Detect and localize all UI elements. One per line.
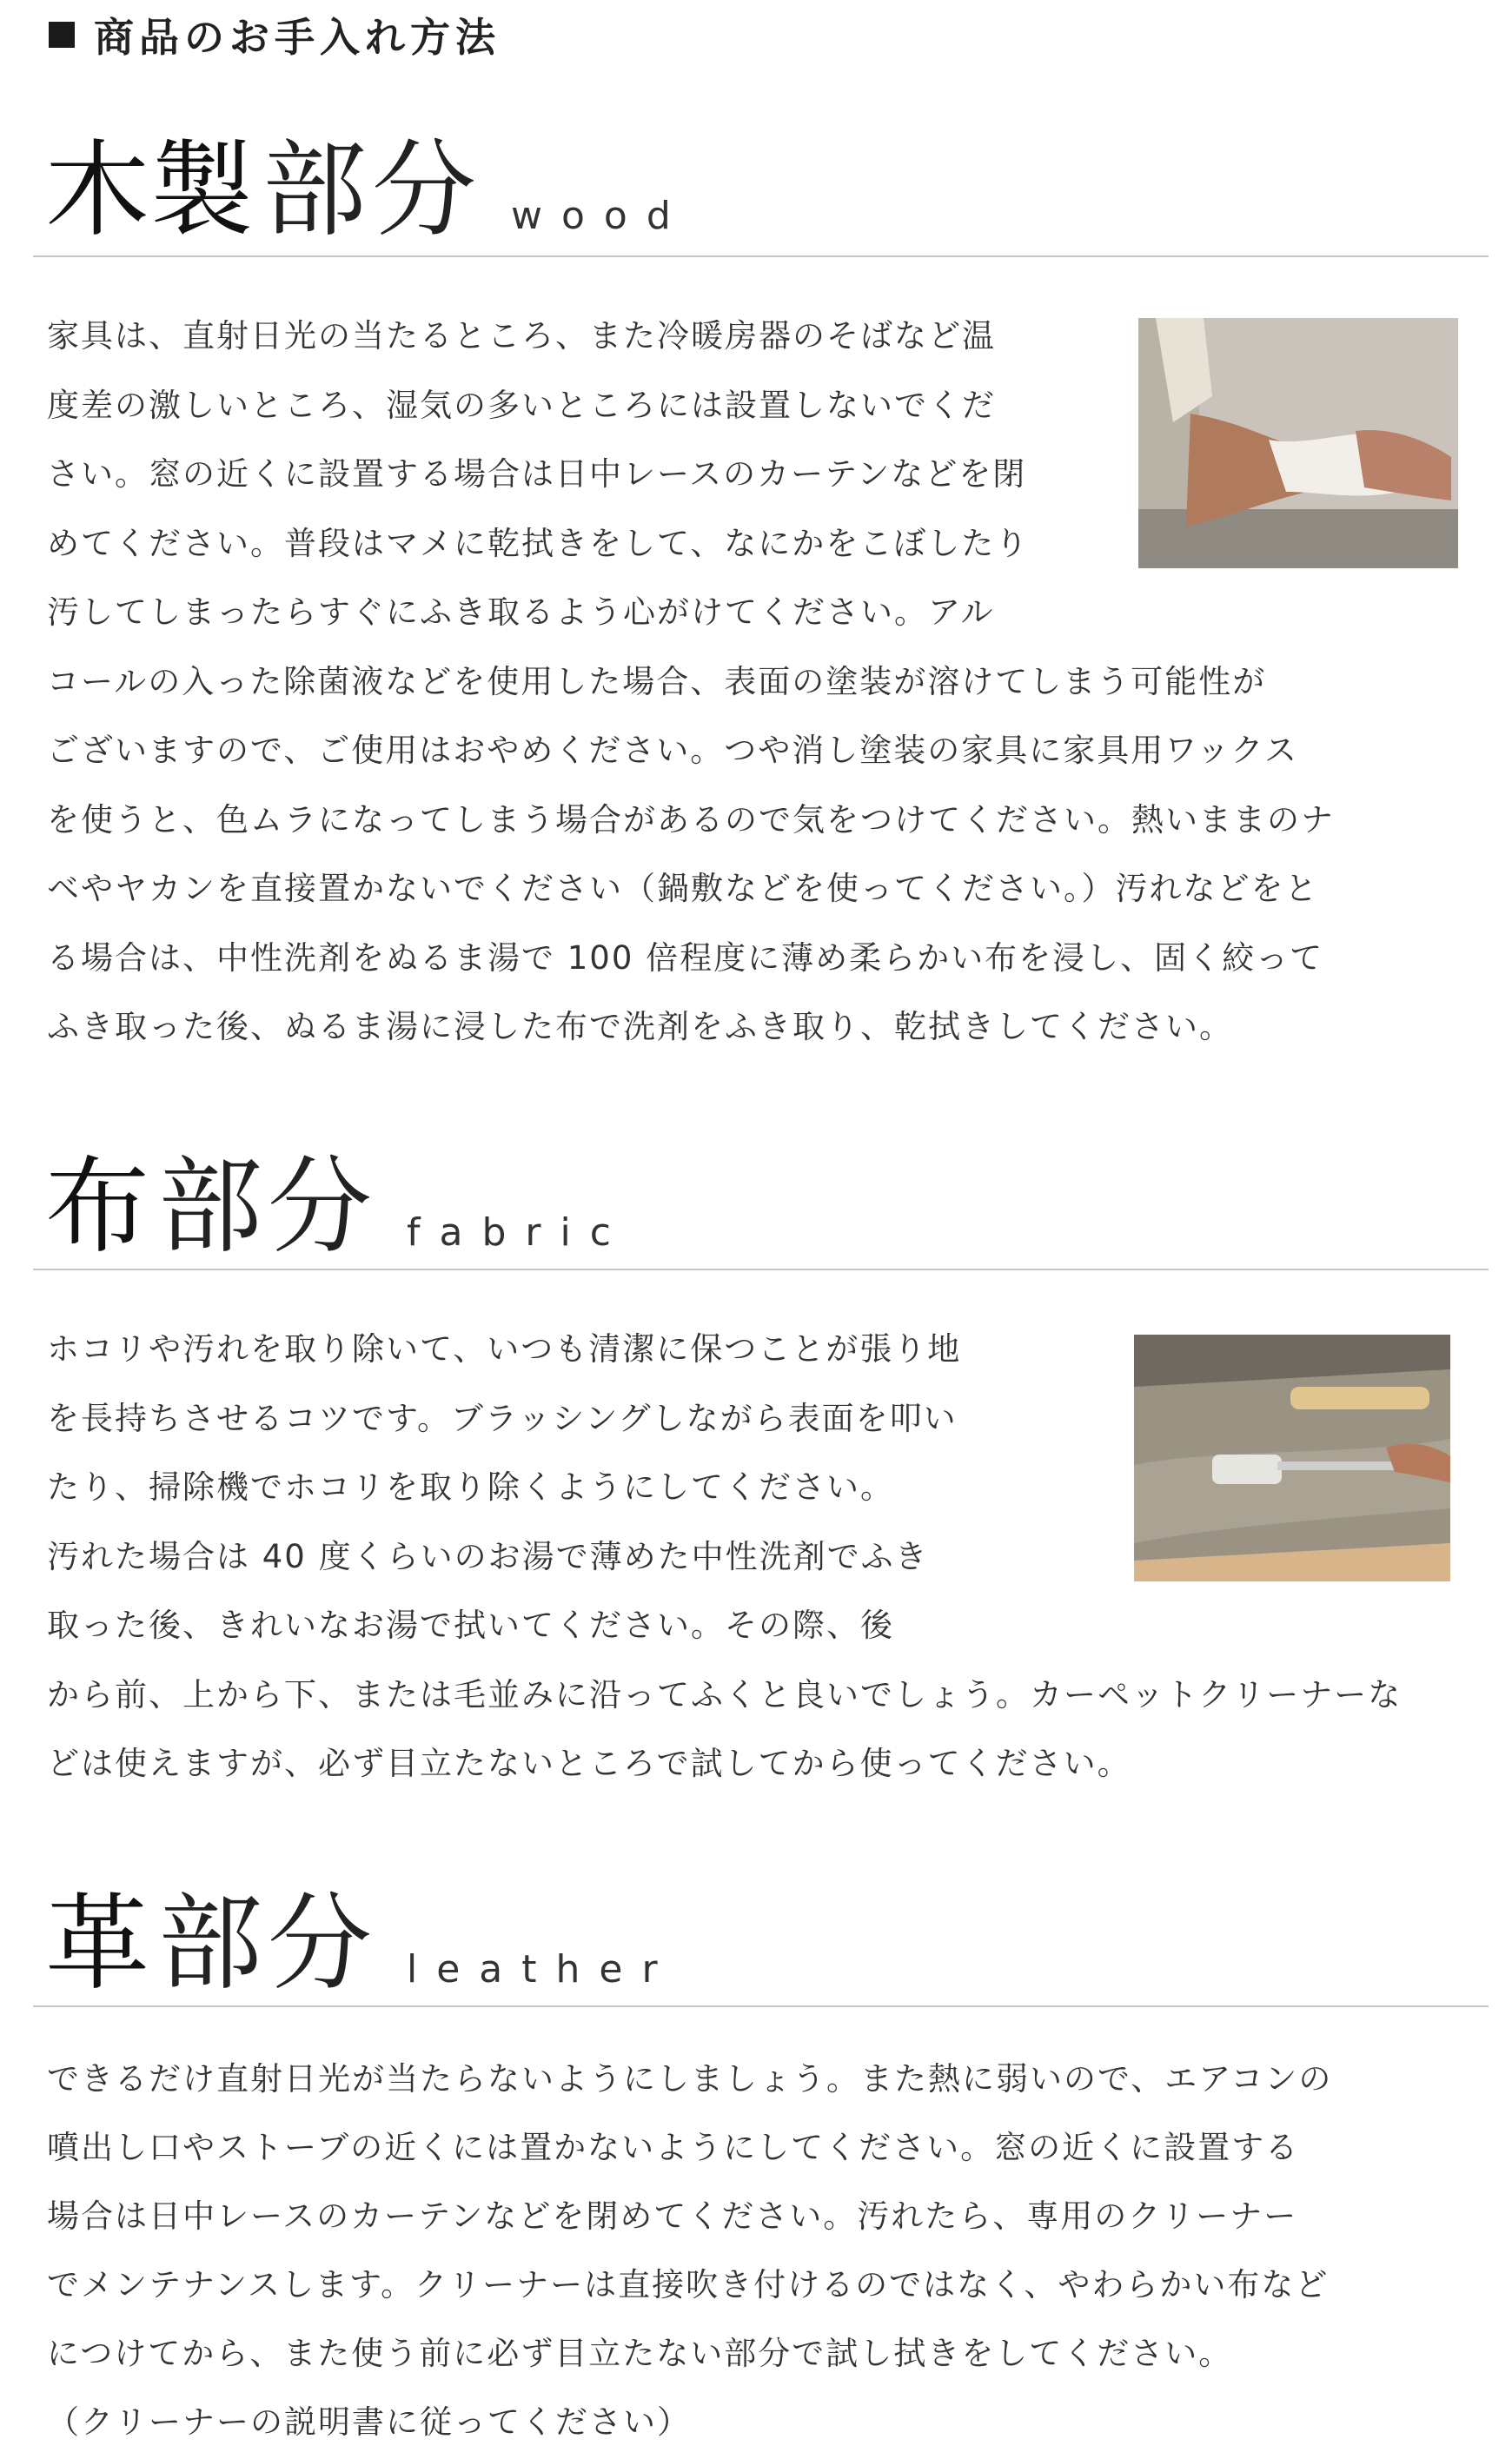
leather-title-main: 革: [45, 1884, 149, 2005]
wood-title-sub: 部分: [262, 130, 481, 251]
wood-title-main: 木製: [45, 130, 254, 251]
fabric-title-main: 布: [45, 1147, 149, 1268]
wood-divider: [33, 255, 1489, 257]
leather-care-text: できるだけ直射日光が当たらないようにしましょう。また熱に弱いので、エアコンの 噴出し口やストーブの近くには置かないようにしてください。窓の近くに設置する 場合は日中レースのカーテンなどを閉めてください。汚れたら、専用のクリーナー でメンテナンスします。クリーナーは直接吹き付けるのではなく、やわらかい布など につけてから、また使う前に必ず目立たない部分で試し拭きをしてください。 （クリーナーの説明書に従ってください）: [47, 2060, 1333, 2441]
fabric-section-heading: [45, 1147, 630, 1268]
fabric-title-english: fabric: [407, 1210, 630, 1255]
leather-title-sub: 部分: [158, 1884, 377, 2005]
leather-section-heading: [45, 1884, 677, 2005]
fabric-title-sub: 部分: [158, 1147, 377, 1268]
leather-divider: [33, 2005, 1489, 2007]
leather-title-english: leather: [407, 1947, 677, 1992]
page-header: [49, 9, 501, 61]
wood-care-text: 家具は、直射日光の当たるところ、また冷暖房器のそばなど温 度差の激しいところ、湿気の多いところには設置しないでくだ さい。窓の近くに設置する場合は日中レースのカーテンなどを閉 めてください。普段はマメに乾拭きをして、なにかをこぼしたり 汚してしまったらすぐにふき取るよう心がけてください。アル コールの入った除菌液などを使用した場合、表面の塗装が溶けてしまう可能性が ございますので、ご使用はおやめください。つや消し塗装の家具に家具用ワックス を使うと、色ムラになってしまう場合があるので気をつけてください。熱いままのナ ベやヤカンを直接置かないでください（鍋敷などを使ってください。）汚れなどをと る場合は、中性洗剤をぬるま湯で 100 倍程度に薄め柔らかい布を浸し、固く絞って ふき取った後、ぬるま湯に浸した布で洗剤をふき取り、乾拭きしてください。: [47, 317, 1335, 1045]
square-bullet-icon: [49, 22, 75, 48]
fabric-care-text: ホコリや汚れを取り除いて、いつも清潔に保つことが張り地 を長持ちさせるコツです。ブラッシングしながら表面を叩い たり、掃除機でホコリを取り除くようにしてください。 汚れた場合は 40 度くらいのお湯で薄めた中性洗剤でふき 取った後、きれいなお湯で拭いてください。その際、後 から前、上から下、または毛並みに沿ってふくと良いでしょう。カーペットクリーナーな どは使えますが、必ず目立たないところで試してから使ってください。: [47, 1330, 1403, 1782]
wood-title-english: wood: [511, 194, 690, 238]
wood-section-heading: [45, 130, 690, 251]
fabric-divider: [33, 1269, 1489, 1270]
page-title: 商品のお手入れ方法: [94, 14, 501, 61]
